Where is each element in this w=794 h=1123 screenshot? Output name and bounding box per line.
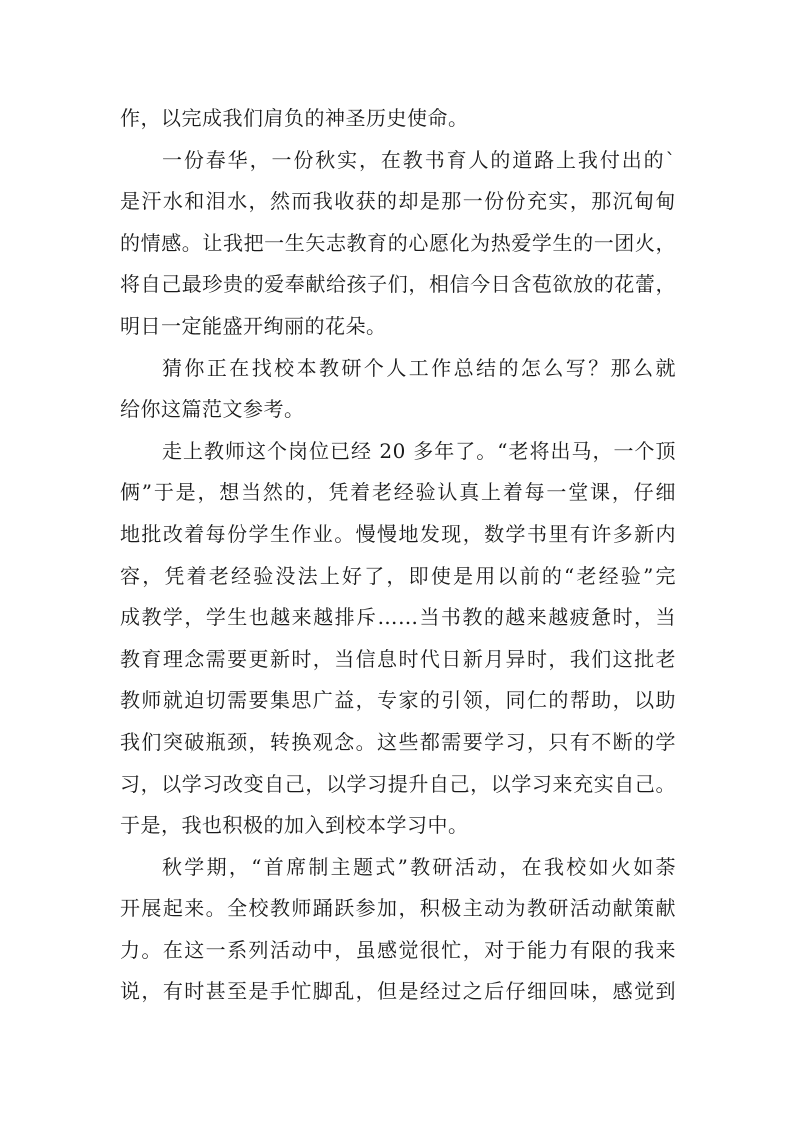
text-line: 我们突破瓶颈，转换观念。这些都需要学习，只有不断的学 bbox=[120, 729, 676, 754]
text-line: 教师就迫切需要集思广益，专家的引领，同仁的帮助，以助 bbox=[120, 688, 676, 713]
text-line: 教育理念需要更新时，当信息时代日新月异时，我们这批老 bbox=[120, 646, 676, 671]
text-line: 地批改着每份学生作业。慢慢地发现，数学书里有许多新内 bbox=[120, 521, 676, 546]
text-line: 给你这篇范文参考。 bbox=[120, 397, 305, 422]
text-line: 成教学，学生也越来越排斥……当书教的越来越疲惫时，当 bbox=[120, 605, 676, 630]
text-line: 力。在这一系列活动中，虽感觉很忙，对于能力有限的我来 bbox=[120, 937, 676, 962]
text-line: 作，以完成我们肩负的神圣历史使命。 bbox=[120, 106, 469, 130]
text-line: 将自己最珍贵的爱奉献给孩子们，相信今日含苞欲放的花蕾， bbox=[120, 272, 676, 297]
text-line: 猜你正在找校本教研个人工作总结的怎么写？那么就 bbox=[162, 355, 676, 380]
text-line: 开展起来。全校教师踊跃参加，积极主动为教研活动献策献 bbox=[120, 896, 676, 921]
text-line: 一份春华，一份秋实，在教书育人的道路上我付出的` bbox=[162, 147, 676, 172]
text-line: 是汗水和泪水，然而我收获的却是那一份份充实，那沉甸甸 bbox=[120, 189, 676, 214]
text-line: 明日一定能盛开绚丽的花朵。 bbox=[120, 313, 387, 338]
text-line: 走上教师这个岗位已经 20 多年了。“老将出马，一个顶 bbox=[162, 438, 676, 463]
text-line: 习，以学习改变自己，以学习提升自己，以学习来充实自己。 bbox=[120, 771, 676, 796]
document-body bbox=[120, 98, 676, 1013]
text-line: 的情感。让我把一生矢志教育的心愿化为热爱学生的一团火， bbox=[120, 230, 676, 255]
text-line: 说，有时甚至是手忙脚乱，但是经过之后仔细回味，感觉到 bbox=[120, 979, 676, 1004]
text-line: 俩”于是，想当然的，凭着老经验认真上着每一堂课，仔细 bbox=[120, 480, 676, 505]
text-line: 容，凭着老经验没法上好了，即使是用以前的“老经验”完 bbox=[120, 563, 676, 588]
text-line: 于是，我也积极的加入到校本学习中。 bbox=[120, 813, 469, 838]
text-line: 秋学期，“首席制主题式”教研活动，在我校如火如荼 bbox=[162, 854, 676, 879]
